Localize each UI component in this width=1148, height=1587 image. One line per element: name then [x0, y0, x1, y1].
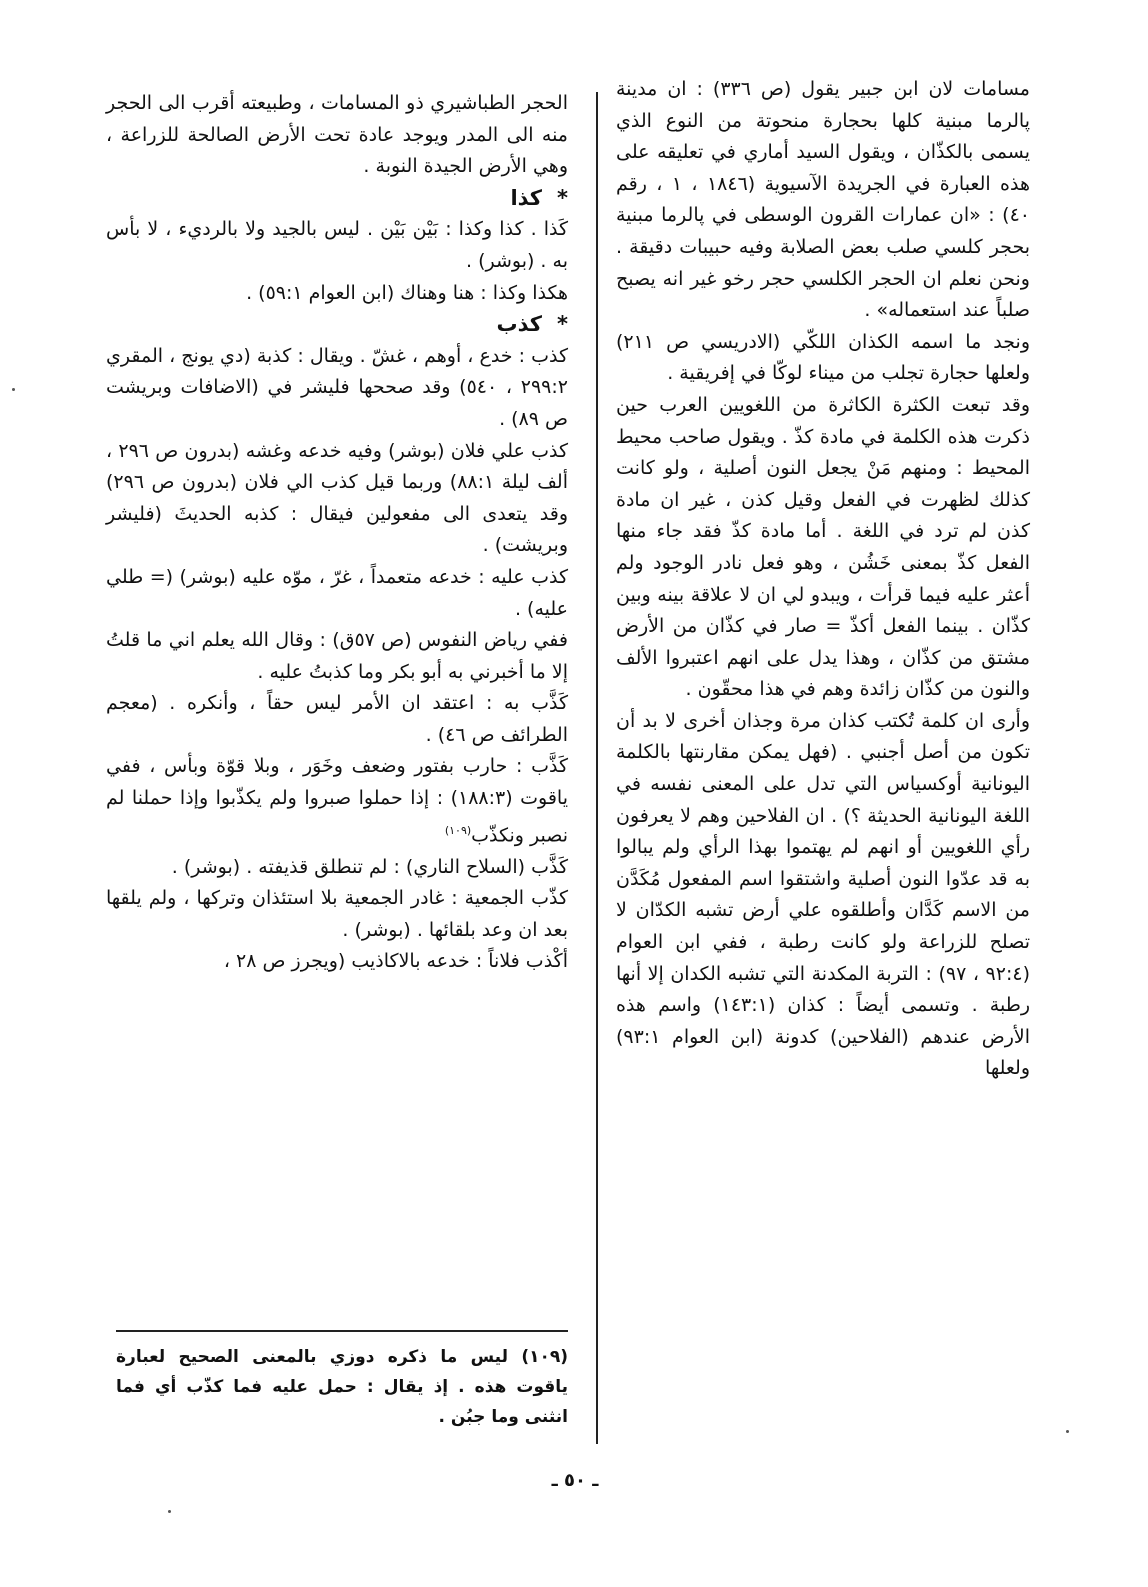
- right-column: [616, 74, 1030, 1085]
- dictionary-entry: كذب علي فلان (بوشر) وفيه خدعه وغشه (بدرون ص ٢٩٦ ، ألف ليلة ٨٨:١) وربما قيل كذب الي فلان (بدرون ص ٢٩٦) وقد يتعدى الى مفعولين فيقال : كذبه الحديثَ (فليشر وبريشت) .: [106, 439, 569, 557]
- footnote-reference: (١٠٩): [444, 823, 472, 837]
- scan-speck: [168, 1510, 171, 1513]
- page-number: ـ ٥٠ ـ: [551, 1470, 599, 1491]
- dictionary-entry: [106, 751, 568, 851]
- heading-word: كذا: [510, 185, 542, 210]
- asterisk-marker: *: [557, 185, 568, 210]
- dictionary-entry: كَذا . كذا وكذا : بَيْن بَيْن . ليس بالجيد ولا بالرديء ، لا بأس به . (بوشر) .: [106, 218, 568, 272]
- paragraph: وقد تبعت الكثرة الكاثرة من اللغويين العرب حين ذكرت هذه الكلمة في مادة كذّ . ويقول صاحب محيط المحيط : ومنهم مَنْ يجعل النون أصلية ، ولو كانت كذلك لظهرت في الفعل وقيل كذن ، غير ان مادة كذن لم ترد في اللغة . أما مادة كذّ فقد جاء منها الفعل كذّ بمعنى خَشُن ، وهو فعل نادر الوجود ولم أعثر عليه فيما قرأت ، ويبدو لي ان لا علاقة بينه وبين كذّان . بينما الفعل أكذّ = صار في كذّان من الأرض مشتق من كذّان ، وهذا يدل على انهم اعتبروا الألف والنون من كذّان زائدة وهم في هذا محقّون .: [616, 393, 1030, 701]
- dictionary-entry: كَذَّب به : اعتقد ان الأمر ليس حقاً ، وأنكره . (معجم الطرائف ص ٤٦) .: [106, 692, 568, 746]
- dictionary-entry: هكذا وكذا : هنا وهناك (ابن العوام ٥٩:١) .: [246, 281, 568, 304]
- paragraph: وأرى ان كلمة تُكتب كذان مرة وجذان أخرى لا بد أن تكون من أصل أجنبي . (فهل يمكن مقارنتها بالكلمة اليونانية أوكسياس التي تدل على المعنى نفسه في اللغة اليونانية الحديثة ؟) . ان الفلاحين وهم لا يعرفون رأي اللغويين أو انهم لم يهتموا بهذا الرأي ولم يبالوا به قد عدّوا النون أصلية واشتقوا اسم المفعول مُكَدَّن من الاسم كَدَّان وأطلقوه علي أرض تشبه الكدّان لا تصلح للزراعة ولو كانت رطبة ، ففي ابن العوام (٩٢:٤ ، ٩٧) : التربة المكدنة التي تشبه الكدان إلا أنها رطبة . وتسمى أيضاً : كذان (١٤٣:١) واسم هذه الأرض عندهم (الفلاحين) كدونة (ابن العوام ٩٣:١) ولعلها: [616, 709, 1031, 1080]
- entry-heading: [106, 183, 568, 215]
- dictionary-entry: أكْذب فلاناً : خدعه بالاكاذيب (ويجرز ص ٢٨ ،: [223, 950, 568, 973]
- footnote: [116, 1342, 568, 1432]
- footnote-number: (١٠٩): [521, 1347, 569, 1367]
- scan-speck: [1066, 1430, 1069, 1433]
- dictionary-entry: ففي رياض النفوس (ص ٥٧ق) : وقال الله يعلم اني ما قلتُ إلا ما أخبرني به أبو بكر وما كذبتُ عليه .: [106, 629, 568, 683]
- footnote-separator: [116, 1330, 568, 1332]
- dictionary-entry: كذّب الجمعية : غادر الجمعية بلا استئذان وتركها ، ولم يلقها بعد ان وعد بلقائها . (بوشر) .: [106, 887, 568, 941]
- entry-text: كَذَّب : حارب بفتور وضعف وخَوَر ، وبلا قوّة وبأس ، ففي ياقوت (١٨٨:٣) : إذا حملوا صبروا ولم يكذّبوا وإذا حملنا لم نصبر ونكذّب: [106, 755, 568, 846]
- entry-heading: [106, 309, 568, 341]
- dictionary-entry: كَذَّب (السلاح الناري) : لم تنطلق قذيفته . (بوشر) .: [171, 855, 568, 878]
- paragraph: ونجد ما اسمه الكذان اللكّي (الادريسي ص ٢١١) ولعلها حجارة تجلب من ميناء لوكّا في إفريقية .: [616, 330, 1030, 385]
- dictionary-entry: كذب عليه : خدعه متعمداً ، غرّ ، موّه عليه (بوشر) (= طلي عليه) .: [106, 565, 568, 620]
- asterisk-marker: *: [557, 312, 568, 337]
- dictionary-entry: كذب : خدع ، أوهم ، غشّ . ويقال : كذبة (دي يونج ، المقري ٢٩٩:٢ ، ٥٤٠) وقد صححها فليشر في (الاضافات وبريشت ص ٨٩) .: [106, 344, 568, 430]
- left-column: [106, 88, 568, 978]
- paragraph: مسامات لان ابن جبير يقول (ص ٣٣٦) : ان مدينة پالرما مبنية كلها بحجارة منحوتة من النوع الذي يسمى بالكذّان ، ويقول السيد أماري في تعليقه على هذه العبارة في الجريدة الآسيوية (١٨٤٦ ، ١ ، رقم ٤٠) : «ان عمارات القرون الوسطى في پالرما مبنية بحجر كلسي صلب بعض الصلابة وفيه حبيبات دقيقة . ونحن نعلم ان الحجر الكلسي حجر رخو غير انه يصبح صلباً عند استعماله» .: [616, 78, 1031, 322]
- column-divider: [596, 92, 598, 1444]
- footnote-text: ليس ما ذكره دوزي بالمعنى الصحيح لعبارة ياقوت هذه . إذ يقال : حمل عليه فما كذّب أي فما انثنى وما جبُن .: [116, 1347, 568, 1427]
- heading-word: كذب: [496, 312, 542, 337]
- scan-speck: [12, 388, 15, 391]
- paragraph: الحجر الطباشيري ذو المسامات ، وطبيعته أقرب الى الحجر منه الى المدر ويوجد عادة تحت الأرض الصالحة للزراعة ، وهي الأرض الجيدة النوبة .: [106, 92, 568, 178]
